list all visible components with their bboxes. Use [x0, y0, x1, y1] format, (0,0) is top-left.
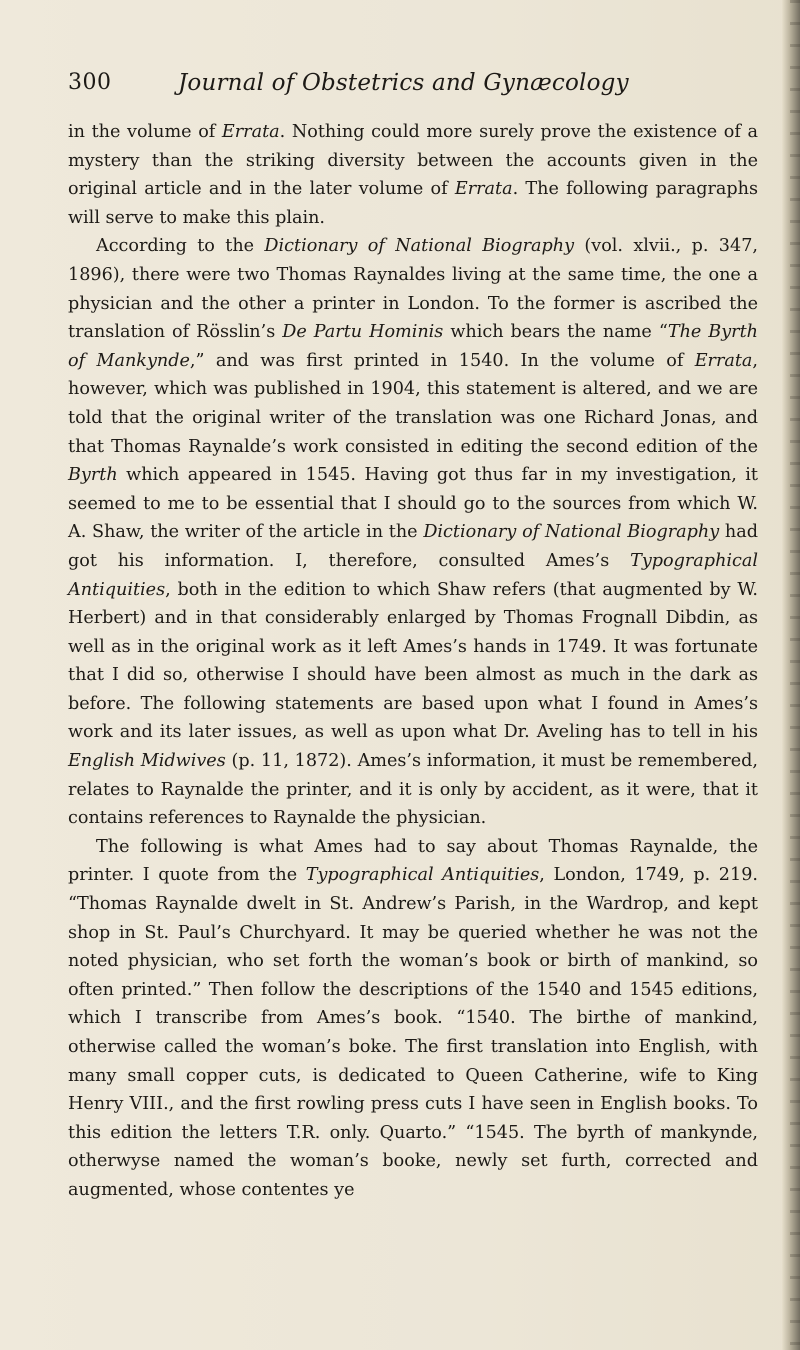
- text-run: in the volume of: [68, 122, 222, 142]
- italic-text-run: Errata: [694, 350, 753, 371]
- text-run: (p. 11, 1872). Ames’s information, it must be remembered, relates to Raynalde the printer, and it is only by accident, as it were, that it contains references to Raynalde the physician.: [68, 751, 758, 829]
- text-run: which appeared in 1545. Having got thus far in my investigation, it seemed to me to be essential that I should go to the sources from which W. A. Shaw, the writer of the article in the: [68, 465, 758, 543]
- text-run: , both in the edition to which Shaw refers (that augmented by W. Herbert) and in that considerably enlarged by Thomas Frognall Dibdin, as well as in the original work as it left Ames’s hands in 1749. It was fortunate that I did so, otherwise I should have been almost as much in the dark as before. The following statements are based upon what I found in Ames’s work and its later issues, as well as upon what Dr. Aveling has to tell in his: [68, 579, 758, 743]
- italic-text-run: Typographical Antiquities: [68, 550, 758, 600]
- italic-text-run: Errata: [454, 179, 513, 200]
- text-run: , however, which was published in 1904, this statement is altered, and we are told that the original writer of the translation was one Richard Jonas, and that Thomas Raynalde’s work consisted in editing the second edition of the: [68, 350, 759, 457]
- italic-text-run: English Midwives: [68, 751, 226, 772]
- running-title: Journal of Obstetrics and Gynæcology: [178, 70, 629, 96]
- paragraph-3: [68, 833, 758, 1205]
- text-run: According to the: [96, 236, 265, 257]
- italic-text-run: Byrth: [68, 465, 118, 486]
- italic-text-run: Typographical Antiquities: [305, 865, 540, 886]
- italic-text-run: Errata: [221, 122, 280, 142]
- italic-text-run: Dictionary of National Biography: [264, 236, 575, 257]
- text-run: . The following paragraphs will serve to make this plain.: [68, 179, 759, 228]
- text-run: The following is what Ames had to say about Thomas Raynalde, the printer. I quote from the: [68, 836, 758, 886]
- text-run: . Nothing could more surely prove the existence of a mystery than the striking diversity between the accounts given in the original article and in the later volume of: [68, 122, 758, 200]
- italic-text-run: The Byrth of Mankynde: [68, 322, 758, 371]
- page-edge-marks: [790, 0, 800, 1350]
- text-run: , London, 1749, p. 219. “Thomas Raynalde dwelt in St. Andrew’s Parish, in the Wardrop, and kept shop in St. Paul’s Churchyard. It may be queried whether he was not the noted physician, who set forth the woman’s book or birth of mankind, so often printed.” Then follow the descriptions of the 1540 and 1545 editions, which I transcribe from Ames’s book. “1540. The birthe of mankind, otherwise called the woman’s boke. The first translation into English, with many small copper cuts, is dedicated to Queen Catherine, wife to King Henry VIII., and the first rowling press cuts I have seen in English books. To this edition the letters T.R. only. Quarto.” “1545. The byrth of mankynde, otherwyse named the woman’s booke, newly set furth, corrected and augmented, whose contentes ye: [68, 865, 758, 1200]
- body-text: [68, 118, 758, 1205]
- paragraph-2: [68, 232, 758, 832]
- text-run: ,” and was first printed in 1540. In the volume of: [189, 350, 695, 371]
- paragraph-1: [68, 118, 758, 232]
- text-run: (vol. xlvii., p. 347, 1896), there were two Thomas Raynaldes living at the same time, the one a physician and the other a printer in London. To the former is ascribed the translation of Rösslin’s: [68, 236, 758, 343]
- italic-text-run: De Partu Hominis: [282, 322, 444, 343]
- page-header: [68, 70, 768, 110]
- page-number: 300: [68, 70, 112, 95]
- italic-text-run: Dictionary of National Biography: [423, 522, 720, 543]
- text-run: which bears the name “: [443, 322, 668, 343]
- text-run: had got his information. I, therefore, consulted Ames’s: [68, 522, 758, 571]
